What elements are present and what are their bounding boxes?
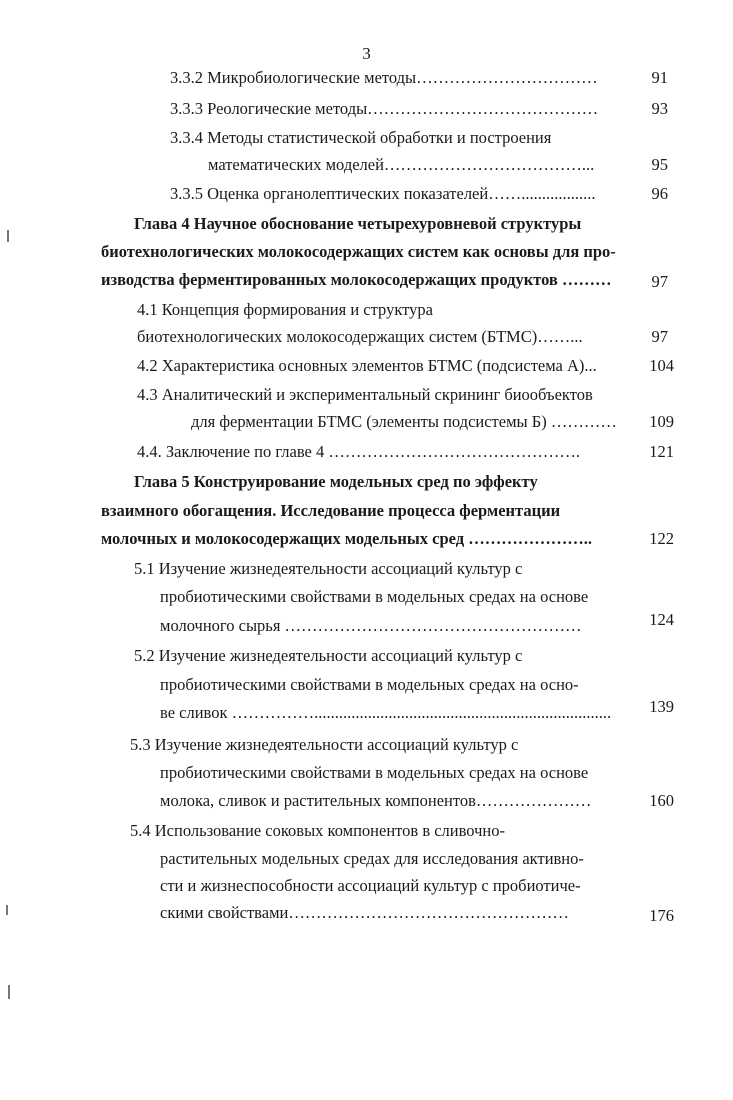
toc-entry-page: 139 <box>649 697 674 716</box>
chapter-title-line-3: изводства ферментированных молокосодержащих продуктов ……… <box>101 270 612 289</box>
toc-entry-page: 122 <box>649 529 674 548</box>
toc-entry-line-3: ве сливок ……………........................................................................ <box>160 703 612 722</box>
toc-entry-text: 3.3.2 Микробиологические методы…………………………… <box>170 68 598 87</box>
toc-entry-line-1: 4.3 Аналитический и экспериментальный скрининг биообъектов <box>137 385 593 404</box>
scan-artifact <box>7 230 9 242</box>
toc-entry-line-2: пробиотическими свойствами в модельных средах на осно- <box>160 675 579 694</box>
toc-entry-line-1: 5.4 Использование соковых компонентов в сливочно- <box>130 821 505 840</box>
chapter-title-line-2: биотехнологических молокосодержащих систем как основы для про- <box>101 242 616 261</box>
chapter-title-line-1: Глава 5 Конструирование модельных сред по эффекту <box>134 472 538 491</box>
toc-entry-page: 93 <box>651 99 668 118</box>
toc-entry-page: 160 <box>649 791 674 810</box>
toc-entry-line-4: скими свойствами…………………………………………… <box>160 903 569 922</box>
scan-artifact <box>6 905 8 915</box>
toc-entry-page: 96 <box>651 184 668 203</box>
toc-entry-page: 91 <box>651 68 668 87</box>
page-number: 3 <box>362 44 371 63</box>
toc-entry-page: 176 <box>649 906 674 925</box>
toc-entry-line-2: пробиотическими свойствами в модельных средах на основе <box>160 587 589 606</box>
toc-entry-page: 104 <box>649 356 674 375</box>
toc-entry-text: 3.3.3 Реологические методы…………………………………… <box>170 99 599 118</box>
toc-entry-page: 124 <box>649 610 674 629</box>
chapter-title-line-1: Глава 4 Научное обоснование четырехуровневой структуры <box>134 214 582 233</box>
toc-entry-text: 4.2 Характеристика основных элементов БТМС (подсистема А)... <box>137 356 597 375</box>
toc-entry-page: 121 <box>649 442 674 461</box>
scan-artifact <box>8 985 10 999</box>
toc-entry-line-1: 5.2 Изучение жизнедеятельности ассоциаций культур с <box>134 646 523 665</box>
chapter-title-line-2: взаимного обогащения. Исследование процесса ферментации <box>101 501 561 520</box>
toc-entry-line-2: растительных модельных средах для исследования активно- <box>160 849 584 868</box>
toc-entry-line-1: 5.1 Изучение жизнедеятельности ассоциаций культур с <box>134 559 523 578</box>
toc-entry-line-2: пробиотическими свойствами в модельных средах на основе <box>160 763 589 782</box>
toc-entry-line-2: биотехнологических молокосодержащих систем (БТМС)……... <box>137 327 583 346</box>
toc-entry-line-1: 5.3 Изучение жизнедеятельности ассоциаций культур с <box>130 735 519 754</box>
toc-entry-line-2: для ферментации БТМС (элементы подсистемы Б) ………… <box>191 412 617 431</box>
toc-entry-line-1: 4.1 Концепция формирования и структура <box>137 300 433 319</box>
toc-entry-line-2: математических моделей………………………………... <box>208 155 595 174</box>
toc-entry-page: 95 <box>651 155 668 174</box>
toc-entry-line-3: молочного сырья ……………………………………………… <box>160 616 582 635</box>
toc-entry-text: 4.4. Заключение по главе 4 ………………………………………. <box>137 442 580 461</box>
toc-entry-text: 3.3.5 Оценка органолептических показателей…….................. <box>170 184 596 203</box>
toc-entry-line-3: молока, сливок и растительных компонентов………………… <box>160 791 592 810</box>
chapter-title-line-3: молочных и молокосодержащих модельных сред ………………….. <box>101 529 592 548</box>
toc-entry-page: 97 <box>651 272 668 291</box>
toc-entry-page: 109 <box>649 412 674 431</box>
toc-entry-line-1: 3.3.4 Методы статистической обработки и построения <box>170 128 552 147</box>
toc-entry-line-3: сти и жизнеспособности ассоциаций культур с пробиотиче- <box>160 876 581 895</box>
toc-entry-page: 97 <box>651 327 668 346</box>
